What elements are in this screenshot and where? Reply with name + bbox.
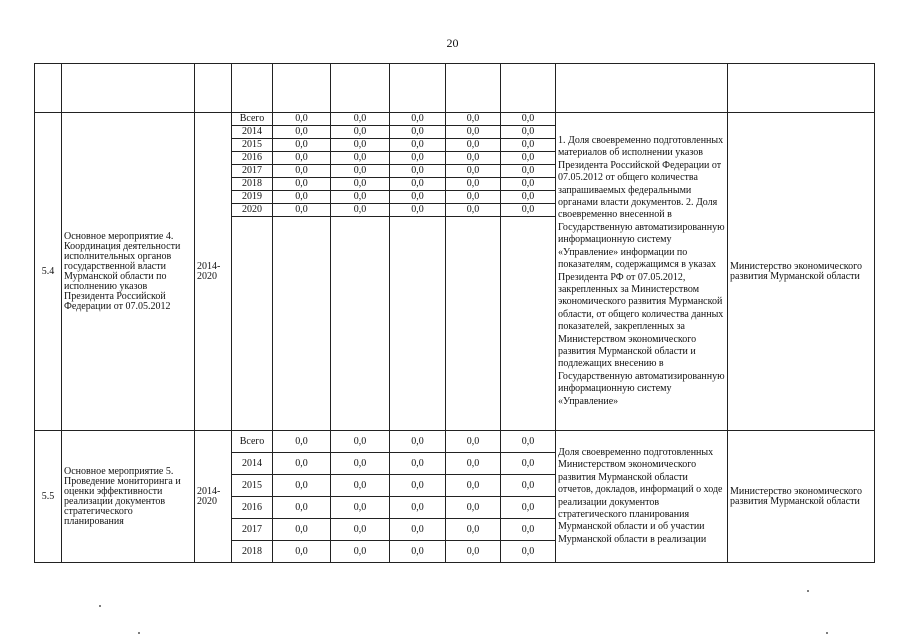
- year-label: 2019: [232, 191, 273, 204]
- funding-value: 0,0: [446, 431, 501, 453]
- year-label: Всего: [232, 113, 273, 126]
- year-label: 2015: [232, 475, 273, 497]
- funding-value: 0,0: [501, 152, 556, 165]
- funding-value: 0,0: [331, 475, 390, 497]
- funding-value: 0,0: [446, 113, 501, 126]
- funding-value: 0,0: [446, 191, 501, 204]
- funding-value: 0,0: [390, 204, 446, 217]
- funding-value: 0,0: [273, 139, 331, 152]
- empty-cell: [232, 217, 273, 431]
- empty-cell: [446, 217, 501, 431]
- funding-value: 0,0: [273, 431, 331, 453]
- funding-value: 0,0: [390, 191, 446, 204]
- year-label: 2014: [232, 126, 273, 139]
- funding-value: 0,0: [331, 204, 390, 217]
- activity-name: Основное мероприятие 5. Проведение мониторинга и оценки эффективности реализации документов стратегического планирования: [62, 431, 195, 563]
- funding-value: 0,0: [501, 519, 556, 541]
- funding-value: 0,0: [501, 126, 556, 139]
- funding-value: 0,0: [501, 497, 556, 519]
- funding-value: 0,0: [331, 519, 390, 541]
- year-label: 2017: [232, 519, 273, 541]
- scan-speck: [826, 632, 828, 634]
- funding-value: 0,0: [446, 519, 501, 541]
- year-label: 2016: [232, 152, 273, 165]
- funding-value: 0,0: [273, 165, 331, 178]
- year-label: 2018: [232, 178, 273, 191]
- funding-value: 0,0: [273, 191, 331, 204]
- funding-value: 0,0: [390, 431, 446, 453]
- funding-value: 0,0: [501, 139, 556, 152]
- funding-value: 0,0: [331, 431, 390, 453]
- funding-value: 0,0: [331, 178, 390, 191]
- funding-value: 0,0: [390, 178, 446, 191]
- funding-value: 0,0: [390, 113, 446, 126]
- period: 2014-2020: [195, 431, 232, 563]
- page-number: 20: [446, 36, 459, 50]
- funding-value: 0,0: [331, 113, 390, 126]
- funding-value: 0,0: [331, 139, 390, 152]
- funding-value: 0,0: [446, 165, 501, 178]
- indicator-text: Доля своевременно подготовленных Министерством экономического развития Мурманской области отчетов, докладов, информаций о ходе реализации документов стратегического планирования Мурманской области и об участии Мурманской области в реализации: [556, 431, 728, 563]
- funding-value: 0,0: [331, 165, 390, 178]
- year-row: [35, 113, 875, 126]
- empty-cell: [501, 217, 556, 431]
- funding-value: 0,0: [273, 204, 331, 217]
- funding-value: 0,0: [390, 519, 446, 541]
- year-label: 2014: [232, 453, 273, 475]
- funding-value: 0,0: [446, 139, 501, 152]
- funding-value: 0,0: [390, 139, 446, 152]
- funding-value: 0,0: [501, 178, 556, 191]
- funding-value: 0,0: [501, 453, 556, 475]
- empty-cell: [390, 217, 446, 431]
- funding-value: 0,0: [446, 126, 501, 139]
- funding-value: 0,0: [446, 541, 501, 563]
- funding-value: 0,0: [390, 165, 446, 178]
- funding-value: 0,0: [273, 126, 331, 139]
- funding-value: 0,0: [501, 431, 556, 453]
- year-label: 2015: [232, 139, 273, 152]
- funding-value: 0,0: [331, 497, 390, 519]
- funding-value: 0,0: [390, 475, 446, 497]
- funding-value: 0,0: [446, 204, 501, 217]
- row-5-5: [35, 431, 875, 563]
- scan-speck: [807, 590, 809, 592]
- funding-value: 0,0: [331, 541, 390, 563]
- funding-value: 0,0: [331, 126, 390, 139]
- year-label: Всего: [232, 431, 273, 453]
- funding-value: 0,0: [501, 113, 556, 126]
- funding-value: 0,0: [446, 475, 501, 497]
- empty-cell: [331, 217, 390, 431]
- empty-cell: [273, 217, 331, 431]
- funding-value: 0,0: [501, 475, 556, 497]
- row-number: 5.5: [35, 431, 62, 563]
- funding-value: 0,0: [273, 475, 331, 497]
- scan-speck: [138, 632, 140, 634]
- funding-value: 0,0: [273, 541, 331, 563]
- funding-value: 0,0: [273, 453, 331, 475]
- period: 2014-2020: [195, 113, 232, 431]
- executor: Министерство экономического развития Мурманской области: [728, 431, 875, 563]
- year-label: 2020: [232, 204, 273, 217]
- year-label: 2016: [232, 497, 273, 519]
- funding-value: 0,0: [273, 497, 331, 519]
- funding-value: 0,0: [331, 191, 390, 204]
- year-label: 2017: [232, 165, 273, 178]
- funding-value: 0,0: [273, 152, 331, 165]
- funding-value: 0,0: [390, 126, 446, 139]
- funding-value: 0,0: [390, 497, 446, 519]
- funding-value: 0,0: [501, 204, 556, 217]
- indicator-text: 1. Доля своевременно подготовленных материалов об исполнении указов Президента Российской Федерации от 07.05.2012 от общего количества запрашиваемых федеральными органами власти документов. 2. Доля своевременно внесенной в Государственную автоматизированную информационную систему «Управление» информации по показателям, содержащимся в указах Президента РФ от 07.05.2012, закрепленных за Министерством экономического развития Мурманской области, от общего количества данных показателей, закрепленных за Министерством экономического развития Мурманской области и подлежащих внесению в Государственную автоматизированную информационную систему «Управление»: [556, 113, 728, 431]
- executor: Министерство экономического развития Мурманской области: [728, 113, 875, 431]
- scan-speck: [99, 605, 101, 607]
- funding-value: 0,0: [446, 152, 501, 165]
- funding-value: 0,0: [273, 519, 331, 541]
- funding-value: 0,0: [501, 165, 556, 178]
- row-5-4: [35, 113, 875, 431]
- funding-value: 0,0: [390, 152, 446, 165]
- year-row: [35, 431, 875, 453]
- program-table: [34, 63, 875, 563]
- funding-value: 0,0: [331, 453, 390, 475]
- funding-value: 0,0: [331, 152, 390, 165]
- year-label: 2018: [232, 541, 273, 563]
- funding-value: 0,0: [390, 453, 446, 475]
- activity-name: Основное мероприятие 4. Координация деятельности исполнительных органов государственной власти Мурманской области по исполнению указов Президента Российской Федерации от 07.05.2012: [62, 113, 195, 431]
- funding-value: 0,0: [501, 191, 556, 204]
- funding-value: 0,0: [501, 541, 556, 563]
- row-number: 5.4: [35, 113, 62, 431]
- funding-value: 0,0: [446, 453, 501, 475]
- funding-value: 0,0: [273, 113, 331, 126]
- funding-value: 0,0: [390, 541, 446, 563]
- header-row-empty: [35, 64, 875, 113]
- funding-value: 0,0: [273, 178, 331, 191]
- funding-value: 0,0: [446, 178, 501, 191]
- funding-value: 0,0: [446, 497, 501, 519]
